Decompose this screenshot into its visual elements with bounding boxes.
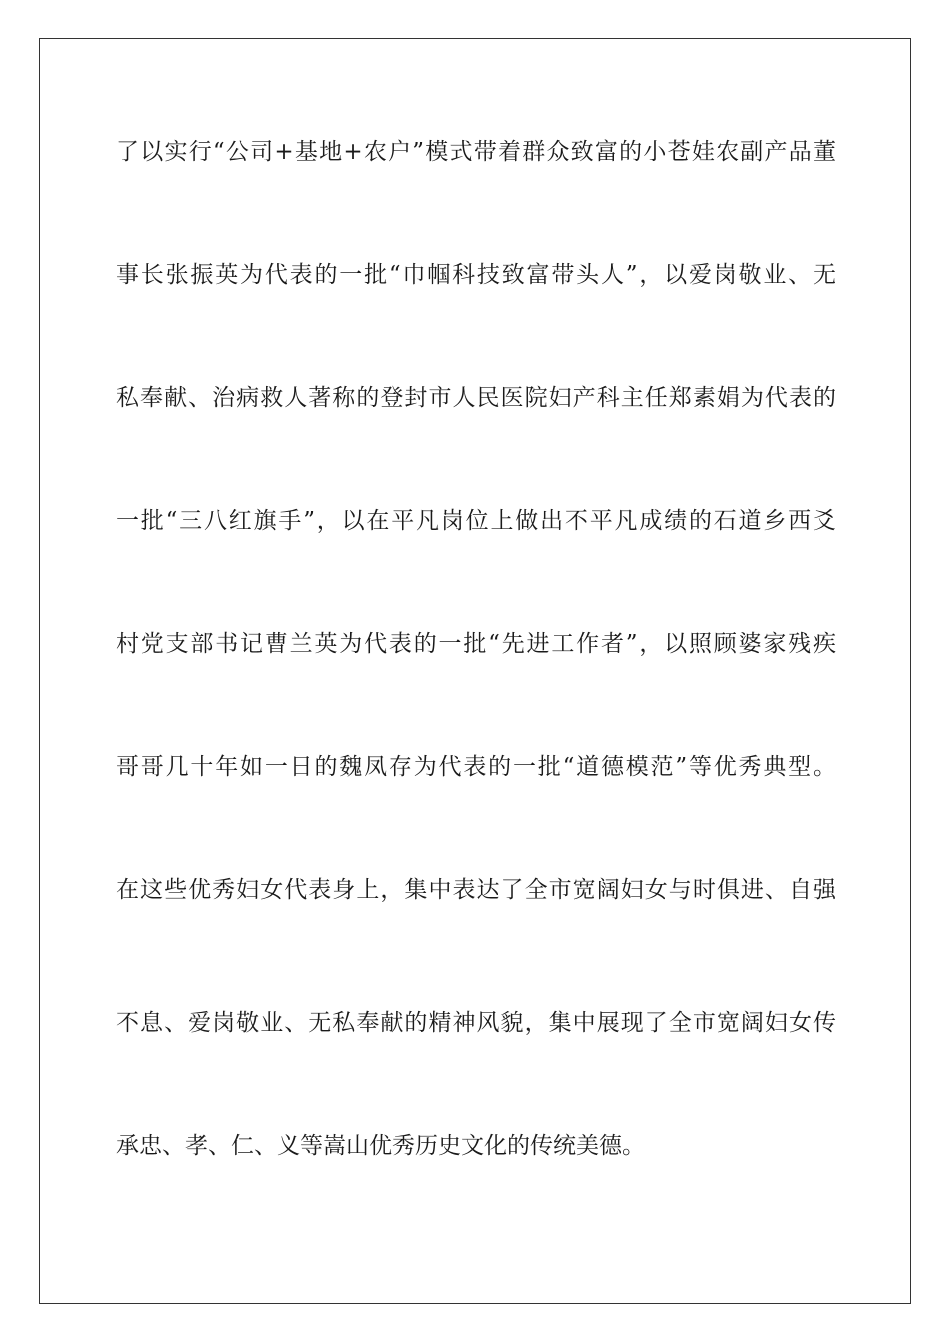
paragraph-line: 在这些优秀妇女代表身上，集中表达了全市宽阔妇女与时俱进、自强 bbox=[116, 877, 836, 903]
paragraph-line: 承忠、孝、仁、义等嵩山优秀历史文化的传统美德。 bbox=[116, 1133, 645, 1159]
paragraph-line: 私奉献、治病救人著称的登封市人民医院妇产科主任郑素娟为代表的 bbox=[116, 385, 836, 411]
page-border bbox=[39, 38, 911, 1304]
paragraph-line: 不息、爱岗敬业、无私奉献的精神风貌，集中展现了全市宽阔妇女传 bbox=[116, 1010, 836, 1036]
paragraph-line: 一批“三八红旗手”，以在平凡岗位上做出不平凡成绩的石道乡西爻 bbox=[116, 508, 836, 534]
paragraph-line: 哥哥几十年如一日的魏凤存为代表的一批“道德模范”等优秀典型。 bbox=[116, 754, 836, 780]
paragraph-line: 了以实行“公司+基地+农户”模式带着群众致富的小苍娃农副产品董 bbox=[116, 139, 836, 165]
paragraph-line: 事长张振英为代表的一批“巾帼科技致富带头人”，以爱岗敬业、无 bbox=[116, 262, 836, 288]
paragraph-line: 村党支部书记曹兰英为代表的一批“先进工作者”，以照顾婆家残疾 bbox=[116, 631, 836, 657]
